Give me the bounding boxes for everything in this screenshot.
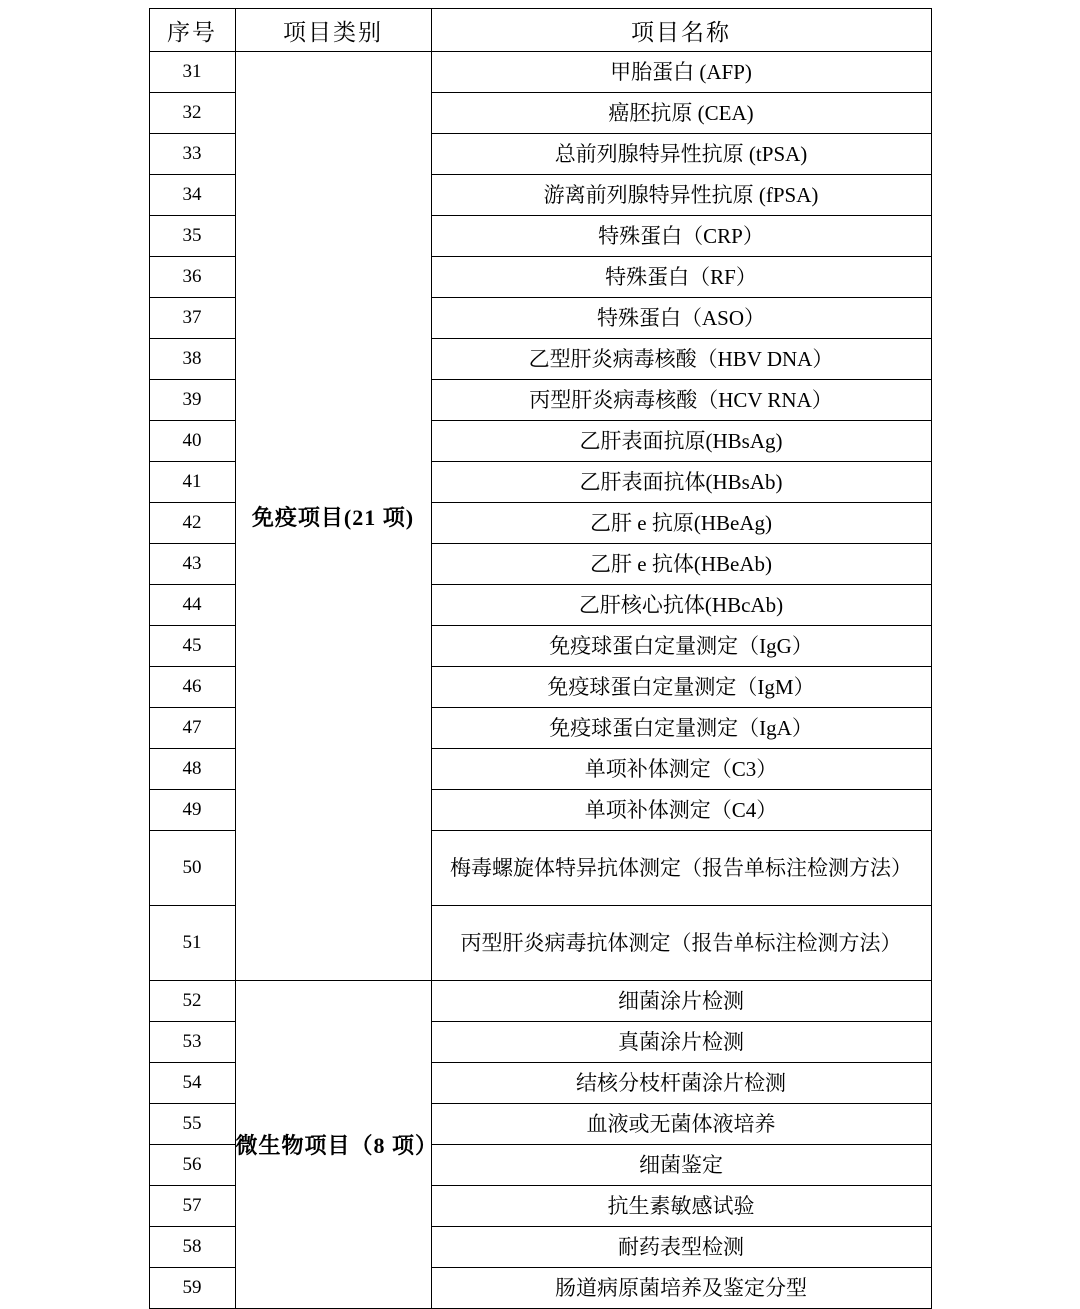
row-no: 32 (149, 93, 235, 134)
category-cell-microbiology: 微生物项目（8 项） (235, 981, 431, 1309)
row-no: 31 (149, 52, 235, 93)
row-item-name: 特殊蛋白（RF） (431, 257, 931, 298)
row-no: 55 (149, 1104, 235, 1145)
row-no: 47 (149, 708, 235, 749)
row-no: 48 (149, 749, 235, 790)
table-body (149, 52, 931, 1309)
row-no: 41 (149, 462, 235, 503)
column-header-name: 项目名称 (431, 9, 931, 52)
row-no: 42 (149, 503, 235, 544)
row-no: 53 (149, 1022, 235, 1063)
row-item-name: 抗生素敏感试验 (431, 1186, 931, 1227)
row-no: 37 (149, 298, 235, 339)
row-item-name: 血液或无菌体液培养 (431, 1104, 931, 1145)
row-item-name: 肠道病原菌培养及鉴定分型 (431, 1268, 931, 1309)
row-no: 34 (149, 175, 235, 216)
row-no: 54 (149, 1063, 235, 1104)
table-row (149, 52, 931, 93)
row-item-name: 游离前列腺特异性抗原 (fPSA) (431, 175, 931, 216)
row-no: 59 (149, 1268, 235, 1309)
row-item-name: 单项补体测定（C3） (431, 749, 931, 790)
row-no: 52 (149, 981, 235, 1022)
row-item-name: 单项补体测定（C4） (431, 790, 931, 831)
row-no: 39 (149, 380, 235, 421)
row-no: 57 (149, 1186, 235, 1227)
row-item-name: 免疫球蛋白定量测定（IgM） (431, 667, 931, 708)
row-no: 45 (149, 626, 235, 667)
table-row (149, 981, 931, 1022)
row-item-name: 乙肝 e 抗原(HBeAg) (431, 503, 931, 544)
row-no: 35 (149, 216, 235, 257)
row-no: 56 (149, 1145, 235, 1186)
row-item-name: 乙型肝炎病毒核酸（HBV DNA） (431, 339, 931, 380)
column-header-category: 项目类别 (235, 9, 431, 52)
medical-test-items-table (149, 8, 932, 1309)
row-item-name: 甲胎蛋白 (AFP) (431, 52, 931, 93)
row-no: 44 (149, 585, 235, 626)
row-item-name: 乙肝表面抗体(HBsAb) (431, 462, 931, 503)
row-no: 36 (149, 257, 235, 298)
column-header-no: 序号 (149, 9, 235, 52)
row-no: 43 (149, 544, 235, 585)
row-item-name: 丙型肝炎病毒抗体测定（报告单标注检测方法） (431, 906, 931, 981)
row-no: 58 (149, 1227, 235, 1268)
row-no: 49 (149, 790, 235, 831)
category-cell-immunology: 免疫项目(21 项) (235, 52, 431, 981)
row-item-name: 免疫球蛋白定量测定（IgA） (431, 708, 931, 749)
row-item-name: 免疫球蛋白定量测定（IgG） (431, 626, 931, 667)
row-item-name: 特殊蛋白（CRP） (431, 216, 931, 257)
row-item-name: 特殊蛋白（ASO） (431, 298, 931, 339)
table-header-row (149, 9, 931, 52)
row-item-name: 癌胚抗原 (CEA) (431, 93, 931, 134)
row-item-name: 乙肝 e 抗体(HBeAb) (431, 544, 931, 585)
row-item-name: 结核分枝杆菌涂片检测 (431, 1063, 931, 1104)
row-item-name: 细菌涂片检测 (431, 981, 931, 1022)
row-item-name: 细菌鉴定 (431, 1145, 931, 1186)
row-item-name: 梅毒螺旋体特异抗体测定（报告单标注检测方法） (431, 831, 931, 906)
row-no: 33 (149, 134, 235, 175)
row-no: 40 (149, 421, 235, 462)
row-item-name: 乙肝核心抗体(HBcAb) (431, 585, 931, 626)
row-item-name: 真菌涂片检测 (431, 1022, 931, 1063)
row-no: 51 (149, 906, 235, 981)
row-item-name: 丙型肝炎病毒核酸（HCV RNA） (431, 380, 931, 421)
table-header (149, 9, 931, 52)
row-item-name: 乙肝表面抗原(HBsAg) (431, 421, 931, 462)
row-no: 38 (149, 339, 235, 380)
row-no: 50 (149, 831, 235, 906)
row-item-name: 耐药表型检测 (431, 1227, 931, 1268)
row-item-name: 总前列腺特异性抗原 (tPSA) (431, 134, 931, 175)
row-no: 46 (149, 667, 235, 708)
